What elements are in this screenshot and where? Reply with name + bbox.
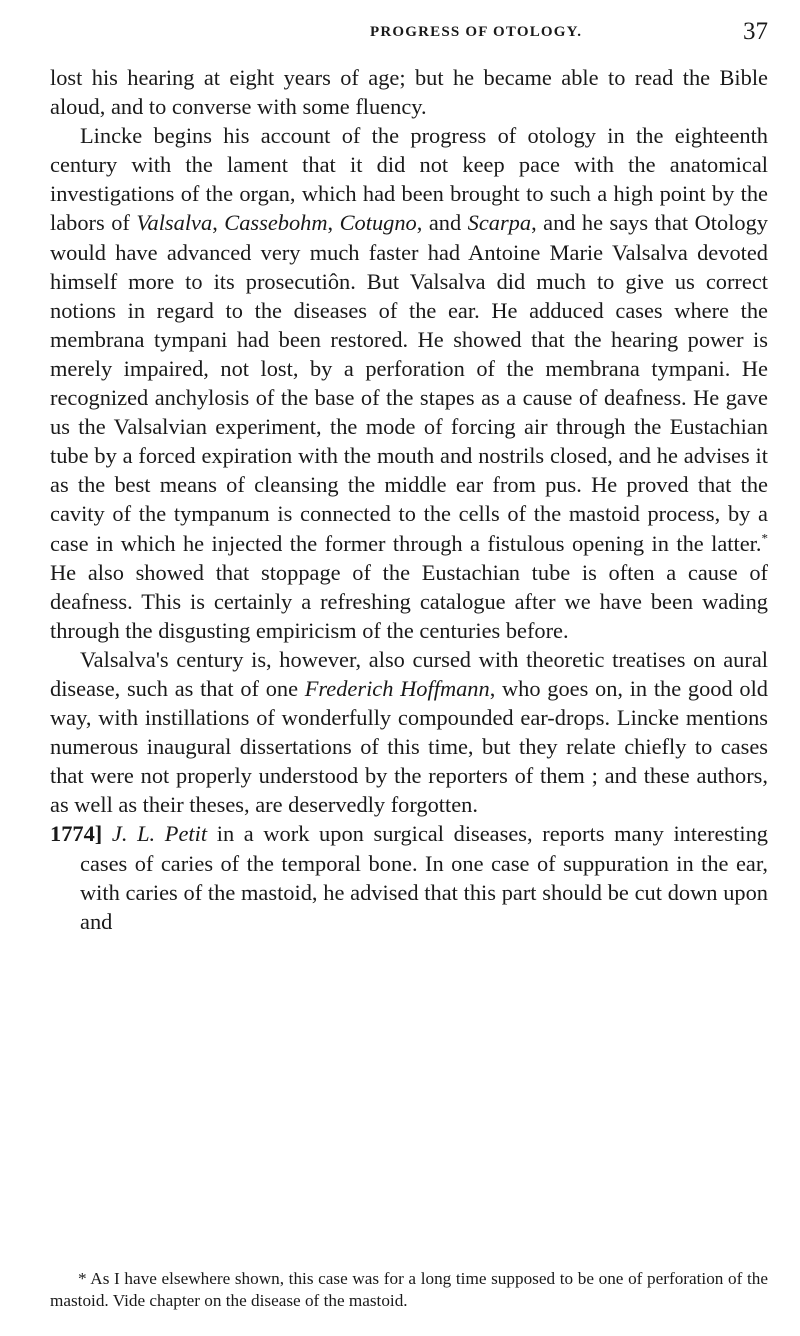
page-header — [318, 20, 768, 48]
name-cassebohm: Cassebohm — [224, 210, 328, 236]
name-petit: J. L. Petit — [111, 821, 208, 847]
text-run: , and — [416, 210, 468, 236]
paragraph-2 — [50, 121, 768, 645]
text-run: in a work upon surgical diseases, reports many interesting cases of caries of the temporal bone. In one case of suppuration in the ear, with caries of the mastoid, he advised that this part should be cut down upon and — [80, 821, 768, 934]
paragraph-4 — [50, 819, 768, 935]
body-text — [50, 63, 768, 936]
text-run: , and he says that Otology would have advanced very much faster had Antoine Marie Valsalva devoted himself more to its prosecutiôn. But Valsalva did much to give us correct notions in regard to the diseases of the ear. He adduced cases where the membrana tympani had been restored. He showed that the hearing power is merely impaired, not lost, by a perforation of the membrana tympani. He recognized anchylosis of the base of the stapes as a cause of deafness. He gave us the Valsalvian experiment, the mode of forcing air through the Eustachian tube by a forced expiration with the mouth and nostrils closed, and he advises it as the best means of cleansing the middle ear from pus. He proved that the cavity of the tympanum is connected to the cells of the mastoid process, by a case in which he injected the former through a fistulous opening in the latter. — [50, 210, 768, 556]
text-run: Lincke begins his account of the progress of otology in the eighteenth century with the lament that it did not keep pace with the anatomical investigations of the organ, which had been brought to such a high point by the labors of — [50, 123, 768, 236]
name-cotugno: Cotugno — [339, 210, 417, 236]
name-valsalva: Valsalva — [136, 210, 213, 236]
running-head: PROGRESS OF OTOLOGY. — [370, 24, 583, 40]
margin-year: 1774] — [50, 821, 103, 847]
paragraph-3 — [50, 645, 768, 820]
page-number: 37 — [743, 18, 768, 45]
text-run: , — [212, 210, 225, 236]
name-hoffmann: Frederich Hoffmann — [304, 675, 490, 701]
text-run: , who goes on, in the good old way, with instillations of wonderfully compounded ear-drops. Lincke mentions numerous inaugural dissertations of this time, but they relate chiefly to cases that were not properly understood by the reporters of them ; and these authors, as well as their theses, are deservedly forgotten. — [50, 675, 768, 818]
footnote-text: * As I have elsewhere shown, this case was for a long time supposed to be one of perforation of the mastoid. Vide chapter on the disease of the mastoid. — [50, 1269, 768, 1310]
footnote-marker: * — [761, 530, 768, 546]
text-run: He also showed that stoppage of the Eustachian tube is often a cause of deafness. This is certainly a refreshing catalogue after we have been wading through the disgusting empiricism of the centuries before. — [50, 559, 768, 643]
paragraph-1: lost his hearing at eight years of age; but he became able to read the Bible aloud, and to converse with some fluency. — [50, 65, 768, 120]
footnote — [50, 1268, 768, 1312]
name-scarpa: Scarpa — [467, 210, 532, 236]
text-run: Valsalva's century is, however, also cursed with theoretic treatises on aural disease, such as that of one — [50, 646, 768, 701]
text-run: , — [327, 210, 340, 236]
